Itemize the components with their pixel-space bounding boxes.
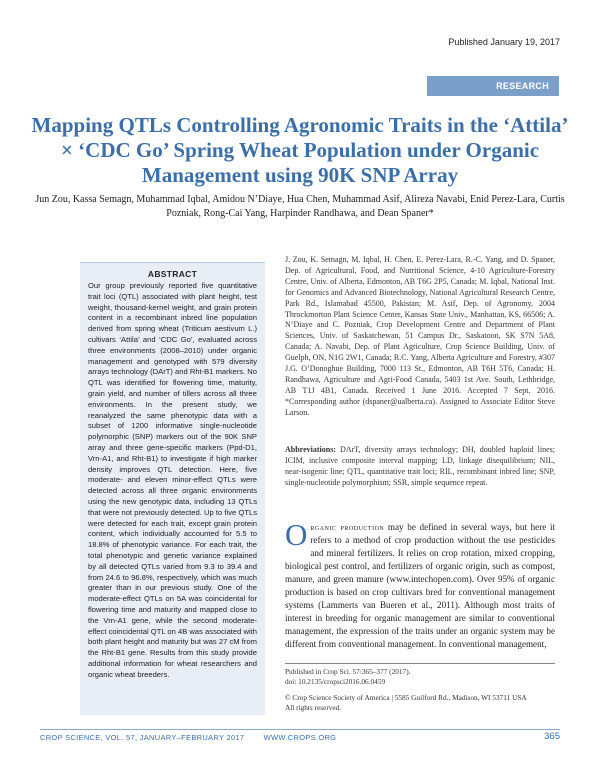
abbreviations-label: Abbreviations: bbox=[285, 445, 336, 454]
lead-in: rganic production bbox=[310, 522, 385, 532]
section-badge-label: RESEARCH bbox=[496, 81, 549, 91]
rights-line: All rights reserved. bbox=[285, 703, 342, 712]
doi-link[interactable]: doi: 10.2135/cropsci2016.06.0459 bbox=[285, 677, 386, 686]
publication-info bbox=[285, 667, 555, 687]
publication-divider bbox=[285, 663, 555, 664]
author-affiliations: J. Zou, K. Semagn, M. Iqbal, H. Chen, E. Perez-Lara, R.-C. Yang, and D. Spaner, Dep. of Agricultural, Food, and Nutritional Science, 4-10 Agriculture-Forestry Centre, Univ. of Alberta, Edmonton, AB T6G 2P5, Canada; M. Iqbal, National Inst. for Genomics and Advanced Biotechnology, National Agricultural Research Centre, Park Rd., Islamabad 45500, Pakistan; M. Asif, Dep. of Agronomy, 2004 Throckmorton Plant Science Center, Kansas State Univ., Manhattan, KS, 66506; A. N’Diaye and C. Pozniak, Crop Development Centre and Department of Plant Sciences, Univ. of Saskatchewan, 51 Campus Dr., Saskatoon, SK S7N 5A8, Canada; A. Navabi, Dep. of Plant Agriculture, Crop Science Building, Univ. of Guelph, ON, N1G 2W1, Canada; R.C. Yang, Alberta Agriculture and Forestry, #307 J.G. O’Donoghue Building, 7000 113 St., Edmonton, AB T6H 5T6, Canada; H. Randhawa, Agriculture and Agri-Food Canada, 5403 1st Ave. South, Lethbridge, AB T1J 4B1, Canada. Received 1 June 2016. Accepted 7 Sept. 2016. *Corresponding author (dspaner@ualberta.ca). Assigned to Associate Editor Steve Larson. bbox=[285, 255, 555, 417]
published-in: Published in Crop Sci. 57:365–377 (2017). bbox=[285, 667, 411, 676]
copyright-line: © Crop Science Society of America | 5585 Guilford Rd., Madison, WI 53711 USA bbox=[285, 693, 527, 702]
footer-website[interactable]: WWW.CROPS.ORG bbox=[263, 733, 337, 742]
drop-cap: O bbox=[285, 517, 308, 552]
abbreviations bbox=[285, 445, 555, 489]
abstract-text: Our group previously reported five quantitative trait loci (QTL) associated with plant height, test weight, thousand-kernel weight, and grain protein content in a recombinant inbred line population derived from spring wheat (Triticum aestivum L.) cultivars ‘Attila’ and ‘CDC Go’, evaluated across three environments (2008–2010) under organic management and genotyped with 579 diversity arrays technology (DArT) and Rht-B1 markers. No QTL was identified for flowering time, maturity, grain yield, and number of tillers across all three environments. In the present study, we reanalyzed the same phenotypic data with a subset of 1200 informative single-nucleotide polymorphic (SNP) markers out of the 90K SNP array and three gene-specific markers (Ppd-D1, Vrn-A1, and Rht-B1) to investigate if high marker density improves QTL detection. Here, five moderate- and eleven minor-effect QTLs were detected across all three organic environments using the new genotypic data, including 13 QTLs that were not previously detected. Up to five QTLs were detected for each trait, except grain protein content, which individually accounted for 5.5 to 18.8% of phenotypic variance. For each trait, the total phenotypic and genetic variance explained by all detected QTLs varied from 9.3 to 39.4 and from 24.6 to 96.8%, respectively, which was much greater than in our previous study. One of the moderate-effect QTLs on 5A was coincidental for flowering time and maturity and mapped close to the Vrn-A1 gene, while the second moderate-effect coincidental QTL on 4B was associated with both plant height and maturity but was 27 cM from the Rht-B1 gene. Results from this study provide additional information for wheat researchers and organic wheat breeders. bbox=[88, 281, 257, 679]
abbreviations-text: DArT, diversity arrays technology; DH, doubled haploid lines; ICIM, inclusive composite interval mapping; LD, linkage disequilibrium; NIL, near-isogenic line; QTL, quantitative trait loci; RIL, recombinant inbred line; SNP, single-nucleotide polymorphism; SSR, simple sequence repeat. bbox=[285, 445, 556, 487]
article-title: Mapping QTLs Controlling Agronomic Traits in the ‘Attila’ × ‘CDC Go’ Spring Wheat Population under Organic Management using 90K SNP Array bbox=[31, 113, 569, 187]
copyright-notice bbox=[285, 693, 555, 713]
author-list: Jun Zou, Kassa Semagn, Muhammad Iqbal, Amidou N’Diaye, Hua Chen, Muhammad Asif, Alireza Navabi, Enid Perez-Lara, Curtis Pozniak, Rong-Cai Yang, Harpinder Randhawa, and Dean Spaner* bbox=[35, 194, 565, 219]
section-badge bbox=[427, 76, 559, 96]
published-date: Published January 19, 2017 bbox=[448, 37, 560, 47]
footer-divider bbox=[40, 729, 560, 730]
footer-journal: CROP SCIENCE, VOL. 57, JANUARY–FEBRUARY 2017 bbox=[40, 733, 245, 742]
page-number: 365 bbox=[544, 731, 560, 742]
abstract-heading: ABSTRACT bbox=[147, 269, 198, 279]
abstract-box bbox=[80, 262, 265, 715]
body-text: may be defined in several ways, but here it refers to a method of crop production without the use pesticides and mineral fertilizers. It relies on crop rotation, mixed cropping, biological pest control, and fertilizers of organic origin, such as compost, manure, and green manure (www.intechopen.com). Over 95% of organic production is based on crop cultivars bred for conventional management systems (Lammerts van Bueren et al., 2011). Although most traits of interest in breeding for organic management are similar to conventional management, the expression of the traits under an organic system may be different from conventional management. In conventional management, bbox=[285, 522, 555, 649]
body-paragraph bbox=[285, 517, 555, 651]
